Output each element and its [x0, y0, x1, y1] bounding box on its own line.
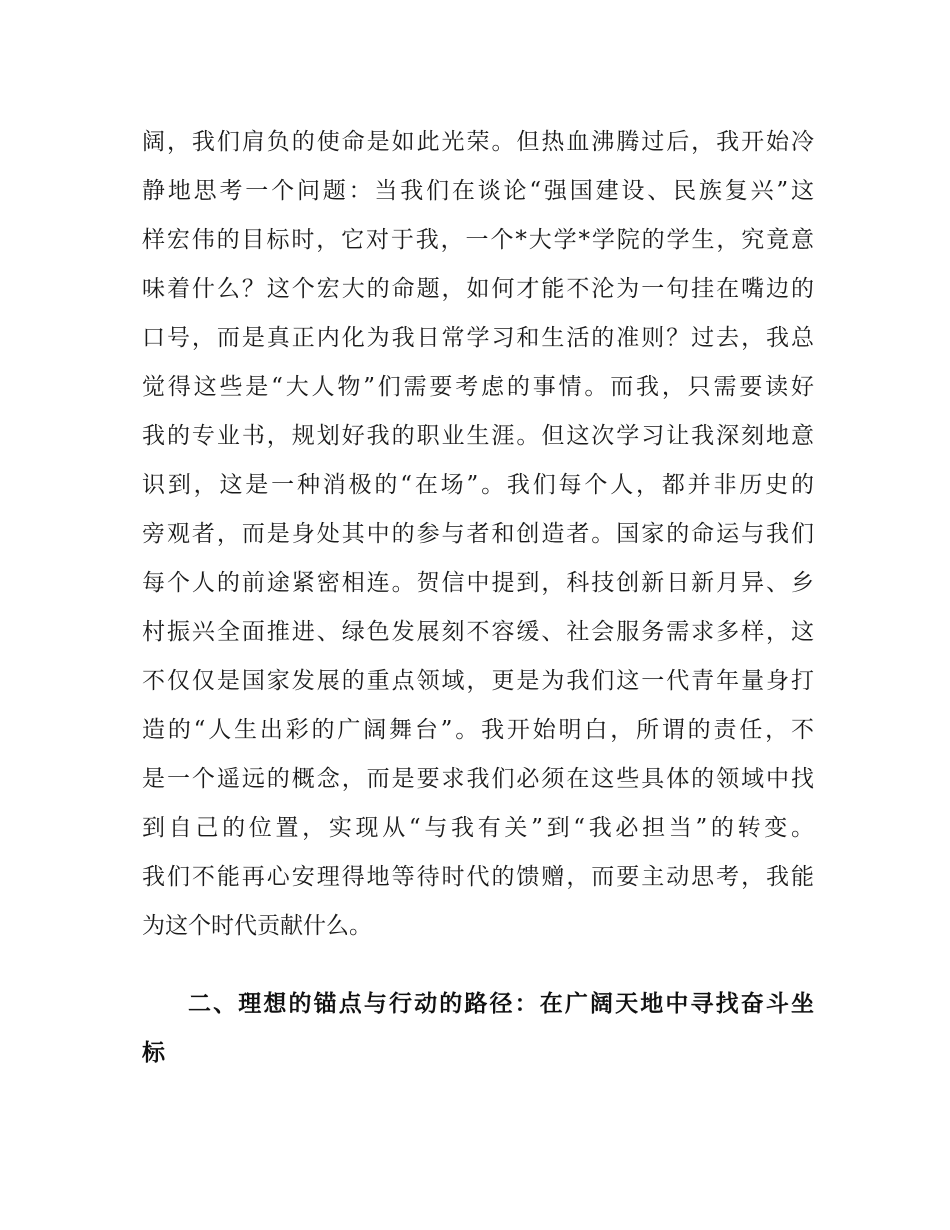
paragraph-line: 静地思考一个问题：当我们在谈论“强国建设、民族复兴”这: [142, 178, 814, 204]
paragraph-line: 阔，我们肩负的使命是如此光荣。但热血沸腾过后，我开始冷: [142, 129, 814, 155]
paragraph-line: 旁观者，而是身处其中的参与者和创造者。国家的命运与我们: [142, 521, 814, 547]
paragraph-line: 是一个遥远的概念，而是要求我们必须在这些具体的领域中找: [142, 766, 814, 792]
paragraph-line: 识到，这是一种消极的“在场”。我们每个人，都并非历史的: [142, 472, 814, 498]
section-heading: [142, 980, 814, 1078]
paragraph-line: 造的“人生出彩的广阔舞台”。我开始明白，所谓的责任，不: [142, 717, 814, 743]
heading-line: 标: [142, 1040, 165, 1066]
paragraph-line: 样宏伟的目标时，它对于我，一个*大学*学院的学生，究竟意: [142, 227, 814, 253]
paragraph-line: 我们不能再心安理得地等待时代的馈赠，而要主动思考，我能: [142, 864, 814, 890]
paragraph-line: 我的专业书，规划好我的职业生涯。但这次学习让我深刻地意: [142, 423, 814, 449]
heading-line: 二、理想的锚点与行动的路径：在广阔天地中寻找奋斗坐: [188, 991, 814, 1017]
paragraph-line: 口号，而是真正内化为我日常学习和生活的准则？过去，我总: [142, 325, 814, 351]
paragraph-line: 每个人的前途紧密相连。贺信中提到，科技创新日新月异、乡: [142, 570, 814, 596]
paragraph-line: 觉得这些是“大人物”们需要考虑的事情。而我，只需要读好: [142, 374, 814, 400]
paragraph-line: 味着什么？这个宏大的命题，如何才能不沦为一句挂在嘴边的: [142, 276, 814, 302]
body-paragraph: [142, 118, 814, 951]
paragraph-line: 为这个时代贡献什么。: [142, 913, 372, 939]
paragraph-line: 到自己的位置，实现从“与我有关”到“我必担当”的转变。: [142, 815, 814, 841]
paragraph-line: 村振兴全面推进、绿色发展刻不容缓、社会服务需求多样，这: [142, 619, 814, 645]
paragraph-line: 不仅仅是国家发展的重点领域，更是为我们这一代青年量身打: [142, 668, 814, 694]
